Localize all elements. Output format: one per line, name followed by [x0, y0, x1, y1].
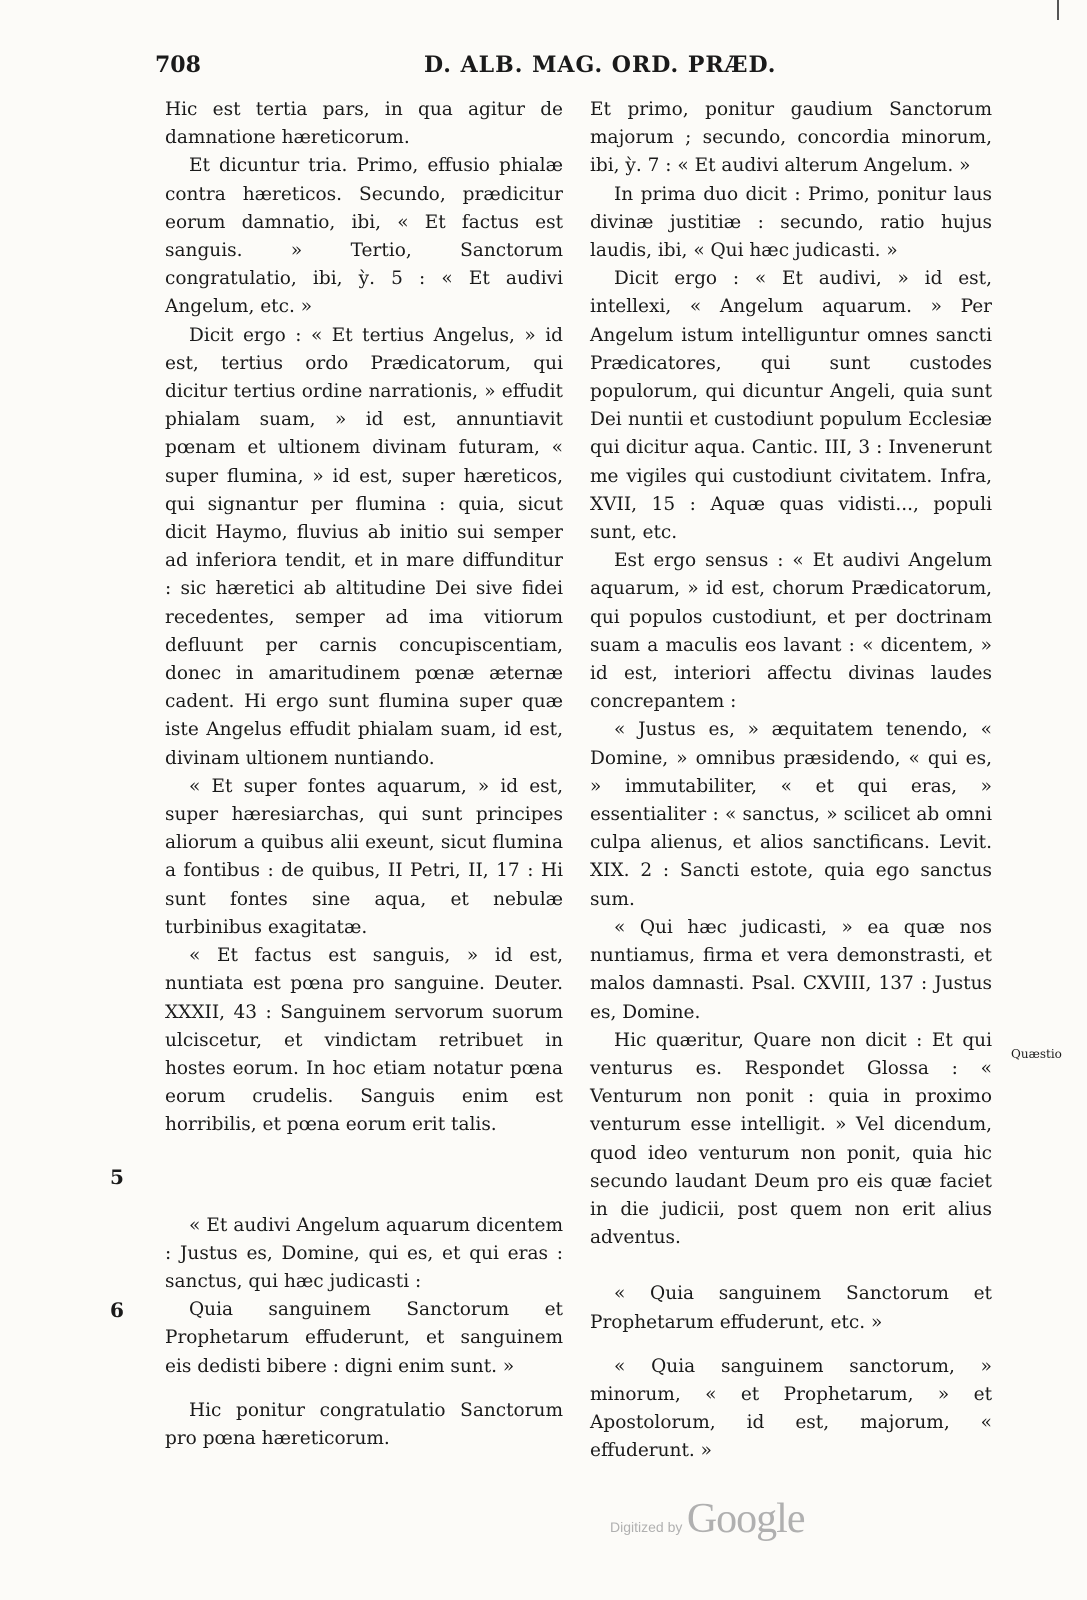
paragraph: « Qui hæc judicasti, » ea quæ nos nuntiamus, firma et vera demonstrasti, et malos damnasti. Psal. CXVIII, 137 : Justus es, Domine.	[590, 916, 992, 1023]
paragraph: Dicit ergo : « Et audivi, » id est, intellexi, « Angelum aquarum. » Per Angelum istum intelliguntur omnes sancti Prædicatores, qui sunt custodes populorum, qui dicuntur Angeli, quia sunt Dei nuntii et custodiunt populum Ecclesiæ qui dicitur aqua. Cantic. III, 3 : Invenerunt me vigiles qui custodiunt civitatem. Infra, XVII, 15 : Aquæ quas vidisti..., populi sunt, etc.	[590, 268, 992, 544]
verse-number-6: 6	[110, 1298, 124, 1322]
left-column	[165, 96, 563, 1453]
closing-paragraph: « Quia sanguinem sanctorum, » minorum, « et Prophetarum, » et Apostolorum, id est, majorum, « effuderunt. »	[590, 1355, 992, 1462]
running-head: D. ALB. MAG. ORD. PRÆD.	[424, 52, 777, 78]
paragraph: Hic quæritur, Quare non dicit : Et qui venturus es. Respondet Glossa : « Venturum non ponit : quia in proximo venturum esse intelligit. » Vel dicendum, quod ideo venturum non ponit, quia hic secundo laudant Deum pro eis quæ faciet in die judicii, post quem non erit alius adventus.	[590, 1029, 992, 1249]
paragraph: Hic est tertia pars, in qua agitur de damnatione hæreticorum.	[165, 99, 563, 149]
watermark-prefix: Digitized by	[610, 1519, 683, 1535]
paragraph: Est ergo sensus : « Et audivi Angelum aquarum, » id est, chorum Prædicatorum, qui populos custodiunt, et per doctrinam suam a maculis eos lavant : « dicentem, » id est, interiori affectu divinas laudes concrepantem :	[590, 550, 992, 713]
closing-paragraph: Hic ponitur congratulatio Sanctorum pro pœna hæreticorum.	[165, 1399, 563, 1449]
right-column	[590, 96, 992, 1466]
page-header	[0, 52, 1087, 82]
margin-note: Quæstio	[1011, 1047, 1062, 1061]
paragraph: Et primo, ponitur gaudium Sanctorum majorum ; secundo, concordia minorum, ibi, ỳ. 7 : « Et audivi alterum Angelum. »	[590, 99, 992, 177]
verse-6-text: Quia sanguinem Sanctorum et Prophetarum effuderunt, et sanguinem eis dedisti bibere : digni enim sunt. »	[165, 1299, 563, 1377]
page-number: 708	[155, 52, 201, 78]
verse-number-5: 5	[110, 1165, 124, 1189]
google-logo: Google	[686, 1496, 805, 1542]
scan-edge-mark	[1057, 0, 1059, 20]
paragraph: Et dicuntur tria. Primo, effusio phialæ contra hæreticos. Secundo, prædicitur eorum damnatio, ibi, « Et factus est sanguis. » Tertio, Sanctorum congratulatio, ibi, ỳ. 5 : « Et audivi Angelum, etc. »	[165, 155, 563, 318]
paragraph: « Justus es, » æquitatem tenendo, « Domine, » omnibus præsidendo, « qui es, » immutabiliter, « et qui eras, » essentialiter : « sanctus, » scilicet ab omni culpa alienus, et alios sanctificans. Levit. XIX. 2 : Sancti estote, quia ego sanctus sum.	[590, 719, 992, 910]
paragraph: « Et factus est sanguis, » id est, nuntiata est pœna pro sanguine. Deuter. XXXII, 43 : Sanguinem servorum suorum ulciscetur, et vindictam retribuet in hostes eorum. In hoc etiam notatur pœna eorum crudelis. Sanguis enim est horribilis, et pœna eorum erit talis.	[165, 945, 563, 1136]
paragraph: In prima duo dicit : Primo, ponitur laus divinæ justitiæ : secundo, ratio hujus laudis, ibi, « Qui hæc judicasti. »	[590, 183, 992, 262]
verse-5-text: « Et audivi Angelum aquarum dicentem : Justus es, Domine, qui es, et qui eras : sanctus, qui hæc judicasti :	[165, 1214, 563, 1292]
digitized-watermark	[610, 1495, 804, 1543]
paragraph: Dicit ergo : « Et tertius Angelus, » id est, tertius ordo Prædicatorum, qui dicitur tertius ordine narrationis, » effudit phialam suam, » id est, annuntiavit pœnam et ultionem divinam futuram, « super flumina, » id est, super hæreticos, qui signantur per flumina : quia, sicut dicit Haymo, fluvius ab initio sui semper ad inferiora tendit, et in mare diffunditur : sic hæretici ab altitudine Dei sive fidei recedentes, semper ad ima vitiorum defluunt per carnis concupiscentiam, donec in amaritudinem pœnæ æternæ cadent. Hi ergo sunt flumina super quæ iste Angelus effudit phialam suam, id est, divinam ultionem nuntiando.	[165, 324, 563, 769]
paragraph: « Et super fontes aquarum, » id est, super hæresiarchas, qui sunt principes aliorum a quibus alii exeunt, sicut flumina a fontibus : de quibus, II Petri, II, 17 : Hi sunt fontes sine aqua, et nebulæ turbinibus exagitatæ.	[165, 775, 563, 938]
verse-6-lemma: « Quia sanguinem Sanctorum et Prophetarum effuderunt, etc. »	[590, 1283, 992, 1333]
